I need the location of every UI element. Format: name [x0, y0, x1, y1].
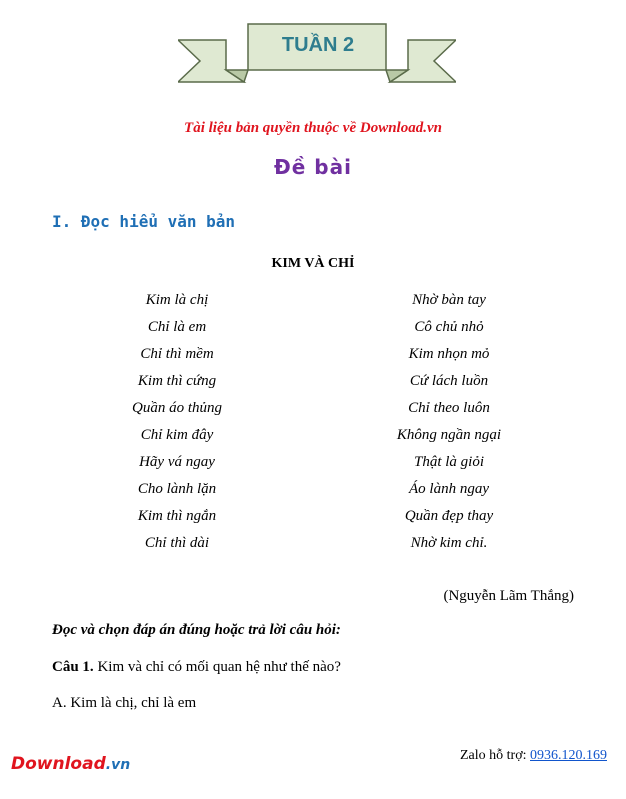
poem-line: Cứ lách luồn [409, 373, 489, 389]
poem-line: Kim nhọn mỏ [408, 346, 490, 362]
answer-option-a: A. Kim là chị, chỉ là em [52, 695, 197, 711]
poem-line: Cho lành lặn [137, 481, 217, 497]
poem-line: Không ngần ngại [396, 427, 502, 443]
poem-line: Kim thì cứng [137, 373, 217, 389]
zalo-support [460, 748, 607, 764]
poem-line: Chỉ theo luôn [408, 400, 490, 416]
poem-line: Nhờ bàn tay [412, 292, 486, 308]
section-title: I. Đọc hiểu văn bản [52, 212, 236, 231]
question-label: Câu 1. [52, 659, 94, 675]
zalo-phone-link[interactable]: 0936.120.169 [530, 748, 607, 763]
instruction-text: Đọc và chọn đáp án đúng hoặc trả lời câu hỏi: [52, 622, 341, 638]
poem-line: Kim là chị [145, 292, 209, 308]
poem-title: KIM VÀ CHỈ [271, 256, 355, 271]
logo-suffix: .vn [105, 757, 131, 773]
poem-line: Kim thì ngắn [137, 508, 217, 524]
poem-line: Cô chủ nhỏ [414, 319, 484, 335]
copyright-notice: Tài liệu bản quyền thuộc về Download.vn [184, 120, 442, 136]
poem-line: Chỉ là em [147, 319, 207, 335]
download-logo [11, 754, 130, 774]
poem-line: Chỉ thì dài [144, 535, 210, 551]
poem-line: Áo lành ngay [409, 481, 489, 497]
poem-line: Chỉ kim đây [140, 427, 214, 443]
poem-author: (Nguyễn Lãm Thắng) [443, 588, 574, 604]
poem-line: Thật là giỏi [413, 454, 484, 470]
week-banner [178, 20, 456, 86]
poem-line: Quần đẹp thay [404, 508, 494, 524]
week-title: TUẦN 2 [281, 34, 355, 56]
zalo-label: Zalo hỗ trợ: [460, 748, 530, 763]
poem-line: Hãy vá ngay [139, 454, 215, 470]
page-heading: Đề bài [274, 155, 352, 179]
question-text: Kim và chỉ có mối quan hệ như thế nào? [93, 659, 341, 675]
logo-main: Download [11, 754, 106, 774]
poem-column-left [77, 291, 277, 561]
question-1 [52, 659, 341, 676]
poem-line: Nhờ kim chỉ. [410, 535, 488, 551]
poem-line: Chỉ thì mềm [140, 346, 214, 362]
poem-column-right [349, 291, 549, 561]
poem-line: Quần áo thủng [132, 400, 222, 416]
